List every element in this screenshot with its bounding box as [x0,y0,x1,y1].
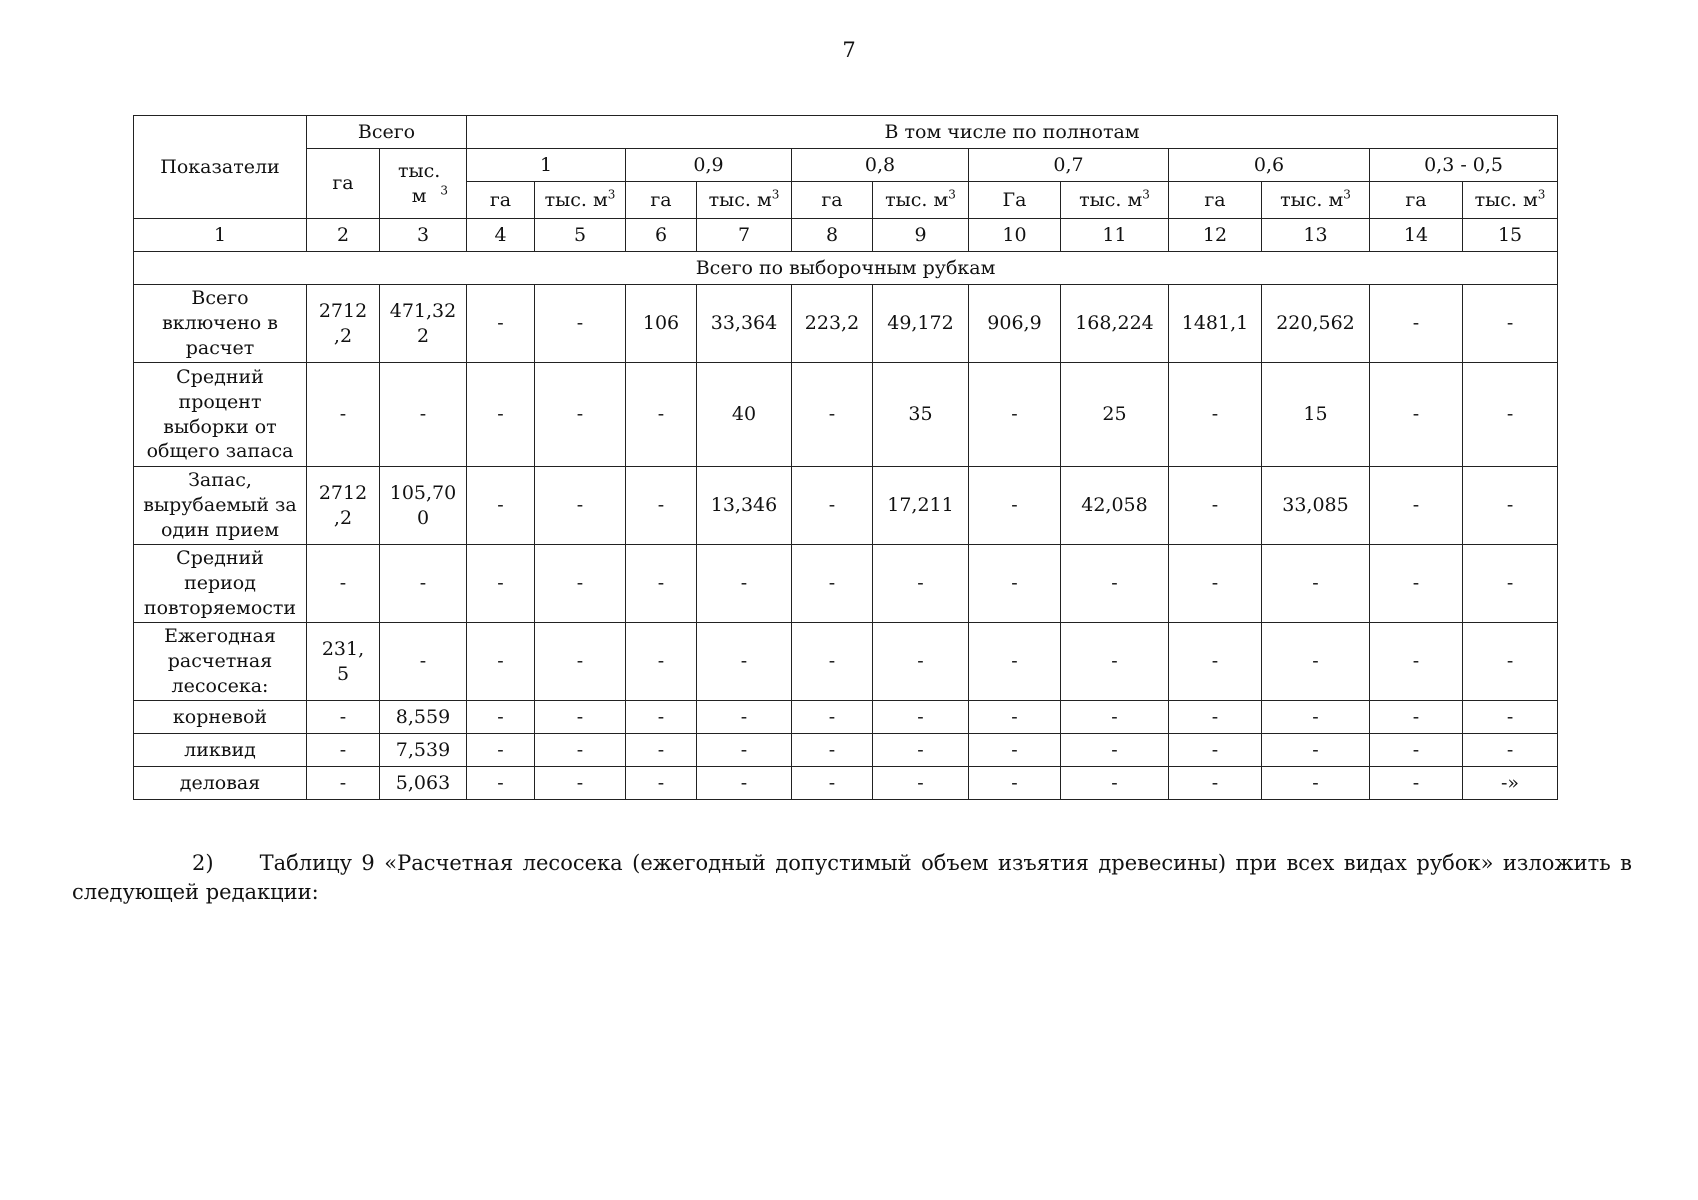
header-row-1 [134,116,1558,149]
column-number: 12 [1169,219,1262,252]
table-cell: 2712 ,2 [307,285,380,363]
table-cell: - [626,767,697,800]
table-cell: - [535,623,626,701]
amendment-paragraph [72,849,1632,908]
unit-ha: га [467,182,535,219]
table-cell: - [1262,734,1370,767]
table-cell: - [969,701,1061,734]
table-cell: - [873,767,969,800]
row-label: Запас, вырубаемый за один прием [134,467,307,545]
header-indicators: Показатели [134,116,307,219]
table-cell: 42,058 [1061,467,1169,545]
table-cell: - [969,734,1061,767]
table-cell: - [1061,734,1169,767]
column-number: 8 [792,219,873,252]
table-cell: - [467,467,535,545]
table-cell: 168,224 [1061,285,1169,363]
table-cell: - [535,285,626,363]
table-cell: - [697,734,792,767]
table-cell: - [1262,767,1370,800]
column-number: 3 [380,219,467,252]
table-cell: - [626,734,697,767]
header-total-ha: га [307,149,380,219]
table-cell: - [969,467,1061,545]
paragraph-text: Таблицу 9 «Расчетная лесосека (ежегодный допустимый объем изъятия древесины) при всех видах рубок» изложить в следующей редакции: [72,851,1632,905]
column-number: 14 [1370,219,1463,252]
table-cell: - [1370,467,1463,545]
table-cell: - [1262,701,1370,734]
column-number: 9 [873,219,969,252]
table-cell: - [1169,545,1262,623]
table-cell: 220,562 [1262,285,1370,363]
table-cell: 471,32 2 [380,285,467,363]
table-cell: - [380,363,467,467]
table-cell: - [969,363,1061,467]
table-row [134,285,1558,363]
header-total-volume: тыс. м $^3$ [380,149,467,219]
table-cell: - [1061,623,1169,701]
table-cell: 1481,1 [1169,285,1262,363]
table-cell: - [626,363,697,467]
table-cell: - [535,467,626,545]
table-cell: 105,70 0 [380,467,467,545]
table-row [134,467,1558,545]
row-label: ликвид [134,734,307,767]
table-cell: - [535,734,626,767]
table-cell: 906,9 [969,285,1061,363]
table-cell: - [1463,701,1558,734]
table-cell: - [873,623,969,701]
section-row [134,252,1558,285]
table-cell: - [1463,734,1558,767]
allowable-cut-table [133,115,1558,800]
table-cell: - [467,623,535,701]
table-cell: - [1463,467,1558,545]
table-cell: - [1169,623,1262,701]
unit-volume: тыс. $м^3$ [1262,182,1370,219]
table-cell: 49,172 [873,285,969,363]
row-label: Ежегодная расчетная лесосека: [134,623,307,701]
table-cell: - [873,734,969,767]
table-row [134,623,1558,701]
table-cell: - [307,545,380,623]
table-cell: - [467,545,535,623]
table-cell: 33,085 [1262,467,1370,545]
table-cell: - [535,363,626,467]
unit-volume: тыс. $м^3$ [535,182,626,219]
unit-volume: тыс. $м^3$ [1061,182,1169,219]
table-cell: 231, 5 [307,623,380,701]
table-cell: 15 [1262,363,1370,467]
table-cell: 223,2 [792,285,873,363]
unit-volume: тыс. $м^3$ [1463,182,1558,219]
table-row [134,701,1558,734]
table-cell: - [873,545,969,623]
table-cell: - [307,363,380,467]
table-cell: - [969,623,1061,701]
unit-ha: Га [969,182,1061,219]
table-cell: - [1061,701,1169,734]
table-cell: - [792,545,873,623]
table-cell: - [307,767,380,800]
table-cell: 8,559 [380,701,467,734]
table-cell: - [1463,545,1558,623]
table-cell: - [1169,363,1262,467]
table-cell: - [1262,623,1370,701]
column-number-row [134,219,1558,252]
table-cell: - [535,701,626,734]
header-density-1: 1 [467,149,626,182]
unit-volume: тыс. $м^3$ [697,182,792,219]
table-cell: - [307,734,380,767]
table-cell: - [873,701,969,734]
table-cell: - [467,285,535,363]
table-cell: 2712 ,2 [307,467,380,545]
table-cell: - [380,623,467,701]
table-cell: - [697,545,792,623]
table-cell: - [535,545,626,623]
table-cell: - [467,734,535,767]
table-cell: 17,211 [873,467,969,545]
table-cell: - [1370,623,1463,701]
column-number: 7 [697,219,792,252]
table-row [134,734,1558,767]
table-cell: -» [1463,767,1558,800]
header-row-2 [134,149,1558,182]
table-cell: - [792,701,873,734]
table-cell: - [1370,767,1463,800]
table-cell: - [307,701,380,734]
table-row [134,363,1558,467]
table-cell: - [1169,467,1262,545]
table-cell: - [697,767,792,800]
table-body [134,285,1558,800]
table-cell: - [626,623,697,701]
column-number: 6 [626,219,697,252]
table-cell: - [969,767,1061,800]
table-cell: - [1370,545,1463,623]
header-density-0-7: 0,7 [969,149,1169,182]
table-cell: - [969,545,1061,623]
table-cell: - [1169,767,1262,800]
column-number: 11 [1061,219,1169,252]
table-cell: - [792,623,873,701]
table-cell: 13,346 [697,467,792,545]
column-number: 10 [969,219,1061,252]
table-cell: - [1370,363,1463,467]
table-cell: - [1262,545,1370,623]
table-cell: - [467,767,535,800]
table-cell: - [1463,363,1558,467]
row-label: корневой [134,701,307,734]
page-number: 7 [842,38,856,62]
unit-ha: га [792,182,873,219]
section-title: Всего по выборочным рубкам [134,252,1558,285]
column-number: 13 [1262,219,1370,252]
table-cell: - [792,467,873,545]
table-cell: - [1370,285,1463,363]
table-cell: - [1370,701,1463,734]
paragraph-number: 2) [192,851,214,875]
column-number: 15 [1463,219,1558,252]
column-number: 1 [134,219,307,252]
row-label: Средний процент выборки от общего запаса [134,363,307,467]
table-cell: - [1463,623,1558,701]
table-cell: - [792,363,873,467]
header-density-0-8: 0,8 [792,149,969,182]
row-label: Средний период повторяемости [134,545,307,623]
table-cell: - [380,545,467,623]
unit-ha: га [1169,182,1262,219]
unit-ha: га [1370,182,1463,219]
table-cell: 5,063 [380,767,467,800]
header-total: Всего [307,116,467,149]
header-density-0-6: 0,6 [1169,149,1370,182]
table-row [134,545,1558,623]
table-cell: - [535,767,626,800]
table-cell: - [792,734,873,767]
table-cell: - [1169,734,1262,767]
table-cell: - [1061,545,1169,623]
table-cell: 33,364 [697,285,792,363]
table-cell: - [1370,734,1463,767]
header-including-by-density: В том числе по полнотам [467,116,1558,149]
table-cell: 106 [626,285,697,363]
table-cell: - [697,623,792,701]
header-density-0-9: 0,9 [626,149,792,182]
table-cell: 35 [873,363,969,467]
table-cell: - [626,545,697,623]
unit-ha: га [626,182,697,219]
table-cell: 40 [697,363,792,467]
table-cell: - [792,767,873,800]
table-cell: 25 [1061,363,1169,467]
table-cell: - [697,701,792,734]
column-number: 5 [535,219,626,252]
unit-volume: тыс. $м^3$ [873,182,969,219]
table-cell: - [626,701,697,734]
table-row [134,767,1558,800]
table-cell: - [467,363,535,467]
row-label: Всего включено в расчет [134,285,307,363]
column-number: 4 [467,219,535,252]
table-cell: - [626,467,697,545]
table-cell: - [1061,767,1169,800]
table-cell: - [1169,701,1262,734]
row-label: деловая [134,767,307,800]
table-cell: 7,539 [380,734,467,767]
column-number: 2 [307,219,380,252]
table-cell: - [467,701,535,734]
table-cell: - [1463,285,1558,363]
header-density-0-3-0-5: 0,3 - 0,5 [1370,149,1558,182]
